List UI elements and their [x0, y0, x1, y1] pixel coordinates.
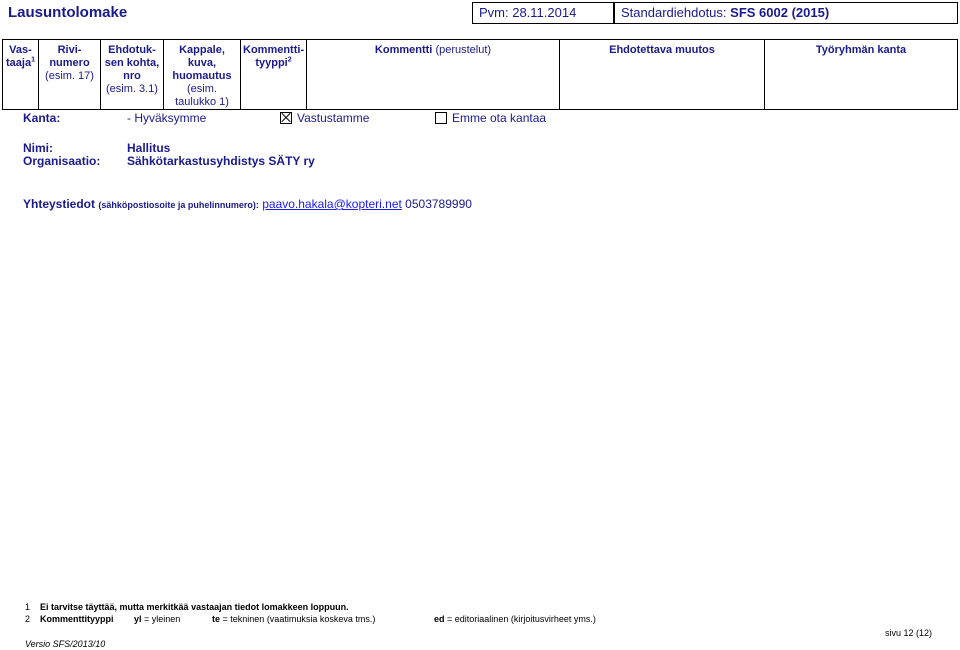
col-ehdotuksen-kohta: [101, 40, 164, 110]
organisaatio-value: Sähkötarkastusyhdistys SÄTY ry: [127, 154, 315, 168]
col-vastaaja-line1: Vas-: [9, 44, 32, 56]
col-kommenttityyppi-line2: tyyppi: [255, 57, 288, 69]
col-vastaaja: [3, 40, 39, 110]
col-ehdotuksen-line3: nro: [123, 70, 141, 82]
col-kappale-line1: Kappale,: [179, 44, 225, 56]
col-ehdotettava-muutos: Ehdotettava muutos: [560, 40, 765, 110]
nimi-value: Hallitus: [127, 141, 171, 155]
col-kommentti-bold: Kommentti: [374, 44, 433, 56]
footnote-1-number: 1: [25, 602, 31, 612]
col-kommenttityyppi-line1: Kommentti-: [243, 44, 305, 56]
kanta-row: [23, 111, 943, 127]
ed-code: ed: [434, 614, 445, 624]
col-ehdotuksen-line4: (esim. 3.1): [106, 83, 158, 95]
col-rivinumero-line2: numero: [49, 57, 90, 69]
page-number: sivu 12 (12): [885, 628, 933, 638]
col-vastaaja-line2: taaja: [6, 57, 32, 69]
te-text: = tekninen (vaatimuksia koskeva tms.): [222, 614, 376, 624]
col-kappale-line4: (esim.: [187, 83, 217, 95]
kanta-label: Kanta:: [23, 111, 61, 125]
option-vastustamme[interactable]: [280, 111, 369, 125]
option-vastustamme-label: Vastustamme: [297, 111, 370, 125]
comment-table-header: [2, 39, 958, 110]
contact-label: Yhteystiedot: [23, 197, 96, 211]
col-kommenttityyppi-sup: 2: [287, 56, 292, 64]
checkbox-checked-icon[interactable]: [280, 112, 292, 124]
contact-hint: (sähköpostiosoite ja puhelinnumero):: [98, 200, 259, 210]
footnote-1-text: Ei tarvitse täyttää, mutta merkitkää vastaajan tiedot lomakkeen loppuun.: [40, 602, 349, 612]
col-kommentti: [307, 40, 560, 110]
option-emme-label: Emme ota kantaa: [452, 111, 547, 125]
organisaatio-label: Organisaatio:: [23, 154, 101, 168]
version-label: Versio SFS/2013/10: [25, 639, 106, 649]
footnote-2-title: Kommenttityyppi: [40, 614, 114, 624]
col-kommentti-note: (perustelut): [435, 44, 492, 56]
standard-prefix: Standardiehdotus:: [621, 5, 727, 20]
form-title: Lausuntolomake: [8, 4, 128, 21]
ed-text: = editoriaalinen (kirjoitusvirheet yms.): [447, 614, 596, 624]
col-rivinumero: [39, 40, 101, 110]
col-tyoryhman-kanta: Työryhmän kanta: [765, 40, 958, 110]
option-hyvaksymme-label: - Hyväksymme: [127, 111, 207, 125]
col-ehdotuksen-line1: Ehdotuk-: [108, 44, 156, 56]
standard-id: SFS 6002 (2015): [730, 5, 830, 20]
col-kommenttityyppi: [241, 40, 307, 110]
yl-code: yl: [134, 614, 142, 624]
option-hyvaksymme[interactable]: [127, 111, 206, 125]
top-bar: [2, 2, 956, 24]
nimi-label: Nimi:: [23, 141, 53, 155]
yl-text: = yleinen: [144, 614, 181, 624]
contact-row: [23, 197, 472, 211]
footnote-2-te: [212, 614, 375, 624]
footnote-2-ed: [434, 614, 596, 624]
option-emme-ota-kantaa[interactable]: [435, 111, 546, 125]
checkbox-empty-icon[interactable]: [435, 112, 447, 124]
footnote-2-yl: [134, 614, 180, 624]
date-field: Pvm: 28.11.2014: [472, 2, 614, 24]
email-link[interactable]: paavo.hakala@kopteri.net: [262, 197, 402, 211]
phone-number: 0503789990: [405, 197, 472, 211]
te-code: te: [212, 614, 221, 624]
col-kappale-line3: huomautus: [172, 70, 232, 82]
footnote-2-number: 2: [25, 614, 31, 624]
col-rivinumero-line3: (esim. 17): [45, 70, 94, 82]
col-kappale-line2: kuva,: [187, 57, 217, 69]
col-kappale: [164, 40, 241, 110]
col-kappale-line5: taulukko 1): [175, 96, 229, 108]
standard-field: [614, 2, 958, 24]
col-ehdotuksen-line2: sen kohta,: [104, 57, 160, 69]
col-rivinumero-line1: Rivi-: [57, 44, 82, 56]
col-vastaaja-sup: 1: [31, 56, 35, 64]
